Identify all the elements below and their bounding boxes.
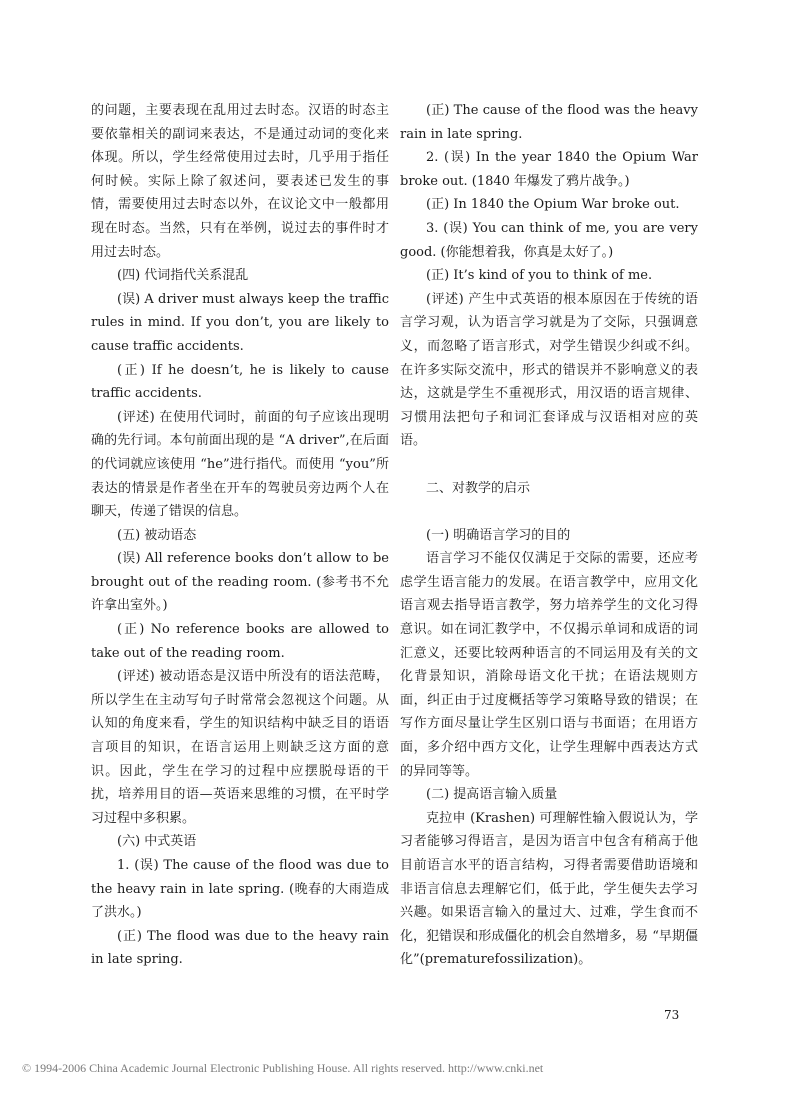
paragraph: (正) If he doesn’t, he is likely to cause traffic accidents. bbox=[91, 362, 389, 402]
paragraph: (误) A driver must always keep the traffic rules in mind. If you don’t, you are likely to cause traffic accidents. bbox=[91, 291, 389, 354]
left-column bbox=[91, 99, 389, 972]
section-heading: (六) 中式英语 bbox=[117, 834, 197, 850]
page-number: 73 bbox=[664, 1008, 680, 1022]
section-heading: 二、对教学的启示 bbox=[426, 480, 531, 496]
subsection-heading: (二) 提高语言输入质量 bbox=[426, 787, 558, 803]
paragraph: (评述) 被动语态是汉语中所没有的语法范畴，所以学生在主动写句子时常常会忽视这个问题。从认知的角度来看，学生的知识结构中缺乏目的语语言项目的知识，在语言运用上则缺乏这方面的意识。因此，学生在学习的过程中应摆脱母语的干扰，培养用目的语—英语来思维的习惯，在平时学习过程中多积累。 bbox=[91, 669, 389, 826]
paragraph: (正) The flood was due to the heavy rain in late spring. bbox=[91, 928, 389, 968]
section-heading: (五) 被动语态 bbox=[117, 527, 197, 543]
copyright-footer: © 1994-2006 China Academic Journal Electronic Publishing House. All rights reserved. http://www.cnki.net bbox=[22, 1061, 544, 1075]
paragraph: (正) It’s kind of you to think of me. bbox=[426, 268, 653, 284]
right-column bbox=[400, 99, 698, 972]
paragraph: 语言学习不能仅仅满足于交际的需要，还应考虑学生语言能力的发展。在语言教学中，应用文化语言观去指导语言教学，努力培养学生的文化习得意识。如在词汇教学中，不仅揭示单词和成语的词汇意义，还要比较两种语言的不同运用及有关的文化背景知识，消除母语文化干扰；在语法规则方面，纠正由于过度概括等学习策略导致的错误；在写作方面尽量让学生区别口语与书面语；在用语方面，多介绍中西方文化，让学生理解中西表达方式的异同等等。 bbox=[400, 551, 698, 779]
paragraph: 2. (误) In the year 1840 the Opium War broke out. (1840 年爆发了鸦片战争。) bbox=[400, 150, 698, 189]
paragraph: (正) No reference books are allowed to take out of the reading room. bbox=[91, 622, 389, 661]
paragraph: 1. (误) The cause of the flood was due to the heavy rain in late spring. (晚春的大雨造成了洪水。) bbox=[91, 858, 389, 921]
paragraph: 克拉申 (Krashen) 可理解性输入假说认为，学习者能够习得语言，是因为语言中包含有稍高于他目前语言水平的语言结构，习得者需要借助语境和非语言信息去理解它们，低于此，学生便失去学习兴趣。如果语言输入的量过大、过难，学生食而不化，犯错误和形成僵化的机会自然增多，易 “早期僵化”(prematurefossilization)。 bbox=[400, 810, 698, 968]
paragraph: (评述) 在使用代词时，前面的句子应该出现明确的先行词。本句前面出现的是 “A driver”,在后面的代词就应该使用 “he”进行指代。而使用 “you”所表达的情景是作者坐在开车的驾驶员旁边两个人在聊天，传递了错误的信息。 bbox=[91, 409, 389, 520]
paragraph: (误) All reference books don’t allow to be brought out of the reading room. (参考书不允许拿出室外。) bbox=[91, 551, 389, 614]
paragraph: 3. (误) You can think of me, you are very good. (你能想着我，你真是太好了。) bbox=[400, 220, 698, 260]
paragraph: (正) In 1840 the Opium War broke out. bbox=[426, 197, 680, 213]
paragraph: (正) The cause of the flood was the heavy rain in late spring. bbox=[400, 103, 698, 142]
paragraph: 的问题，主要表现在乱用过去时态。汉语的时态主要依靠相关的副词来表达，不是通过动词的变化来体现。所以，学生经常使用过去时，几乎用于指任何时候。实际上除了叙述问，要表述已发生的事情，需要使用过去时态以外，在议论文中一般都用现在时态。当然，只有在举例，说过去的事件时才用过去时态。 bbox=[91, 103, 389, 260]
spacer bbox=[400, 453, 698, 477]
subsection-heading: (一) 明确语言学习的目的 bbox=[426, 527, 571, 543]
paragraph: (评述) 产生中式英语的根本原因在于传统的语言学习观，认为语言学习就是为了交际，只强调意义，而忽略了语言形式，对学生错误少纠或不纠。在许多实际交流中，形式的错误并不影响意义的表达，这就是学生不重视形式，用汉语的语言规律、习惯用法把句子和词汇套译成与汉语相对应的英语。 bbox=[400, 291, 698, 449]
spacer bbox=[400, 500, 698, 524]
section-heading: (四) 代词指代关系混乱 bbox=[117, 268, 249, 284]
